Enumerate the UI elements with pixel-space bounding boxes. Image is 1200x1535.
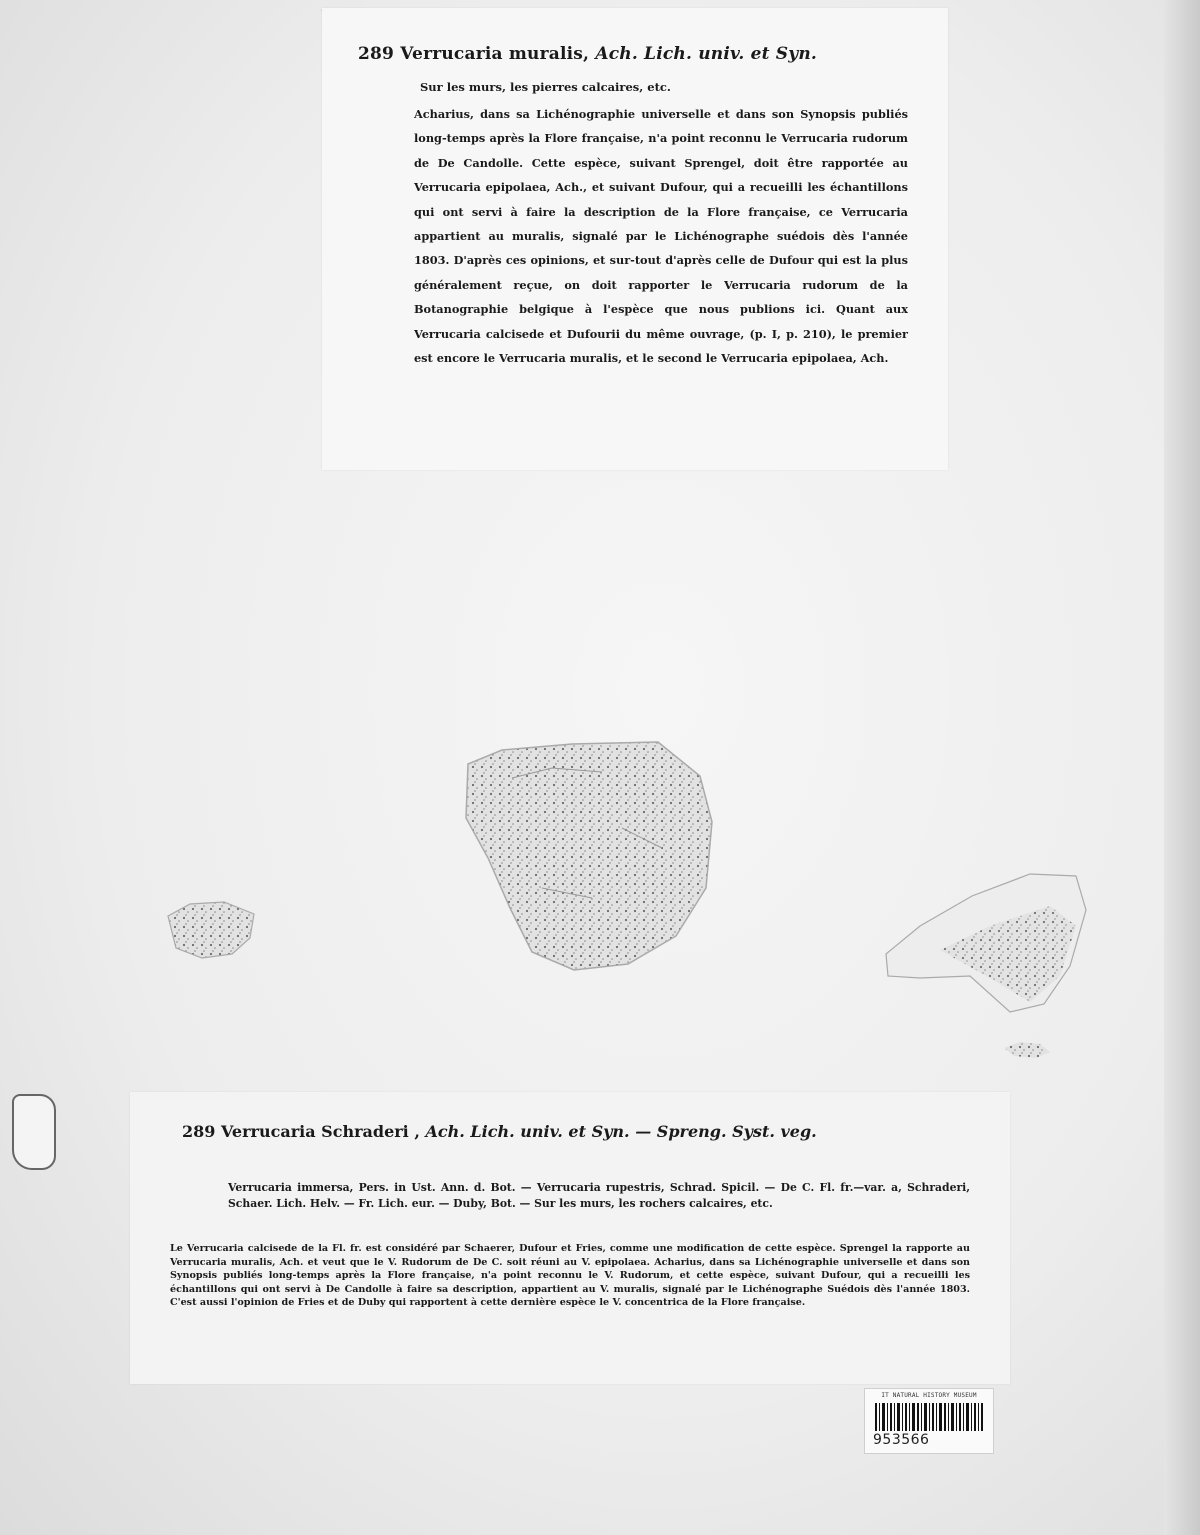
label-bottom-title — [182, 1122, 817, 1141]
label-bottom-synonymy: Verrucaria immersa, Pers. in Ust. Ann. d. Bot. — Verrucaria rupestris, Schrad. Spicil. — De C. Fl. fr.—var. a, Schraderi, Schaer. Lich. Helv. — Fr. Lich. eur. — Duby, Bot. — Sur les murs, les rochers calcaires, etc. — [228, 1181, 970, 1210]
species-name: Verrucaria Schraderi , — [220, 1122, 420, 1141]
species-name: Verrucaria muralis, — [400, 44, 590, 64]
specimen-crumb — [1000, 1036, 1054, 1062]
species-number: 289 — [182, 1122, 216, 1141]
label-verrucaria-muralis — [322, 8, 948, 470]
label-bottom-notes: Le Verrucaria calcisede de la Fl. fr. est considéré par Schaerer, Dufour et Fries, comme une modification de cette espèce. Sprengel la rapporte au Verrucaria muralis, Ach. et veut que le V. Rudorum de De C. soit réuni au V. epipolaea. Acharius, dans sa Lichénographie universelle et dans son Synopsis publiés long-temps après la Flore française, n'a point reconnu le V. Rudorum, et cette espèce, suivant Dufour, qui a recueilli les échantillons qui ont servi à De Candolle à faire sa description, appartient au V. muralis, signalé par le Lichénographe Suédois dès l'année 1803. C'est aussi l'opinion de Fries et de Duby qui rapportent à cette dernière espèce le V. concentrica de la Flore française. — [170, 1243, 970, 1309]
specimen-right-fragment — [880, 866, 1090, 1016]
label-top-body: Acharius, dans sa Lichénographie universelle et dans son Synopsis publiés long-temps après la Flore française, n'a point reconnu le Verrucaria rudorum de De Candolle. Cette espèce, suivant Sprengel, doit être rapportée au Verrucaria epipolaea, Ach., et suivant Dufour, qui a recueilli les échantillons qui ont servi à faire la description de la Flore française, ce Verrucaria appartient au muralis, signalé par le Lichénographe suédois dès l'année 1803. D'après ces opinions, et sur-tout d'après celle de Dufour qui est la plus généralement reçue, on doit rapporter le Verrucaria rudorum de la Botanographie belgique à l'espèce que nous publions ici. Quant aux Verrucaria calcisede et Dufourii du même ouvrage, (p. I, p. 210), le premier est encore le Verrucaria muralis, et le second le Verrucaria epipolaea, Ach. — [414, 107, 908, 366]
species-authority: Ach. Lich. univ. et Syn. — [595, 44, 818, 64]
specimen-small-left — [164, 898, 260, 962]
label-top-title — [358, 44, 817, 64]
species-authority: Ach. Lich. univ. et Syn. — Spreng. Syst. veg. — [425, 1122, 817, 1141]
species-number: 289 — [358, 44, 395, 64]
barcode-header: IT NATURAL HISTORY MUSEUM — [881, 1392, 977, 1399]
barcode-number: 953566 — [873, 1432, 930, 1448]
barcode-label — [864, 1388, 994, 1454]
specimen-main-rock — [462, 738, 726, 982]
barcode-bars — [875, 1403, 983, 1431]
paper-tag-outline — [12, 1094, 56, 1170]
label-verrucaria-schraderi — [130, 1092, 1010, 1384]
label-top-habitat: Sur les murs, les pierres calcaires, etc. — [420, 80, 671, 94]
sheet-edge-shadow — [1164, 0, 1200, 1535]
